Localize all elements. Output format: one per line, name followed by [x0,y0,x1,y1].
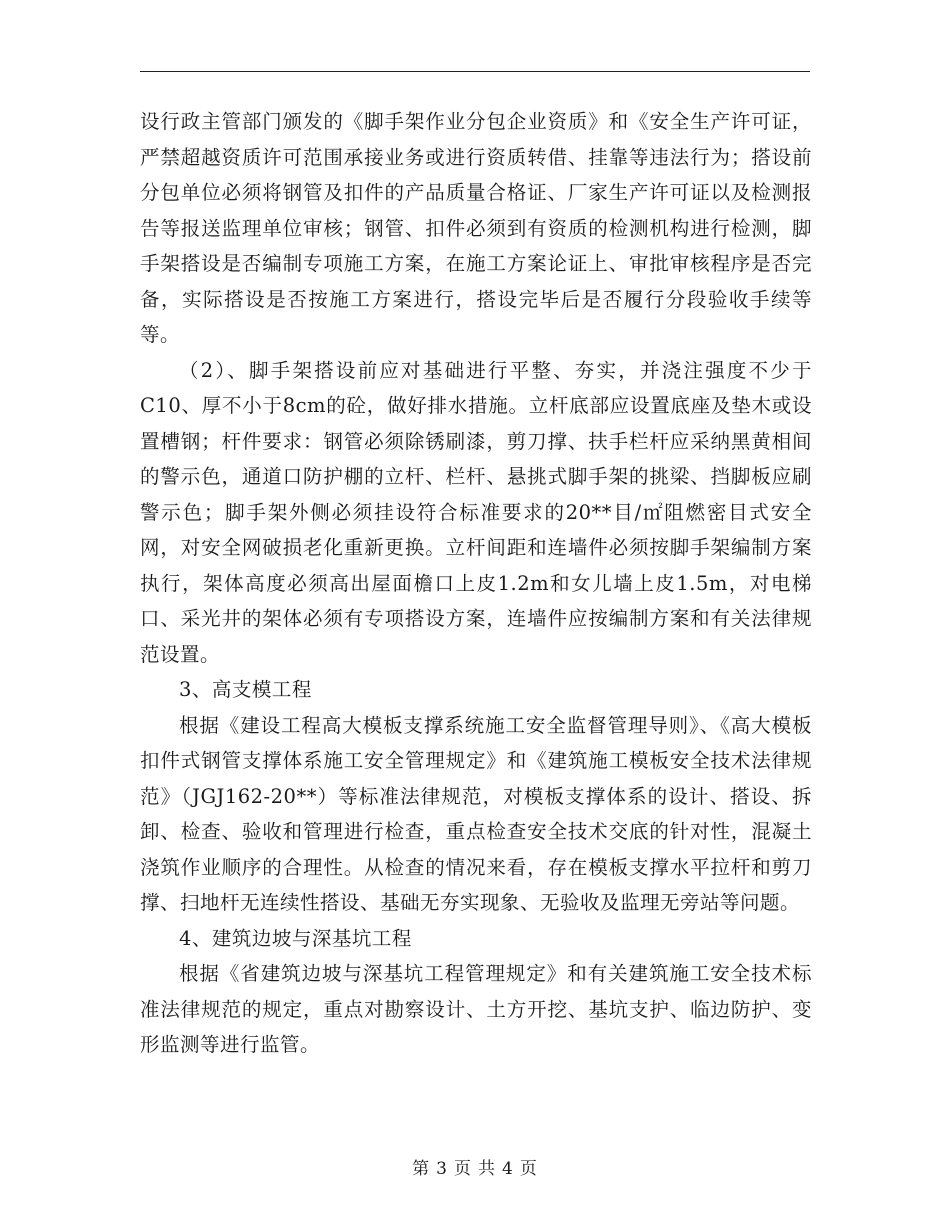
paragraph-high-formwork: 根据《建设工程高大模板支撑系统施工安全监督管理导则》、《高大模板扣件式钢管支撑体系施工安全管理规定》和《建筑施工模板安全技术法律规范》（JGJ162-20**）等标准法律规范，对模板支撑体系的设计、搭设、拆卸、检查、验收和管理进行检查，重点检查安全技术交底的针对性，混凝土浇筑作业顺序的合理性。从检查的情况来看，存在模板支撑水平拉杆和剪刀撑、扫地杆无连续性搭设、基础无夯实现象、无验收及监理无旁站等问题。 [140,713,812,914]
footer-current-page: 3 [436,1159,448,1179]
footer-total-pages: 4 [502,1159,514,1179]
footer-prefix: 第 [412,1159,431,1179]
paragraph-scaffold-foundation: （2）、脚手架搭设前应对基础进行平整、夯实，并浇注强度不少于C10、厚不小于8cm的砼，做好排水措施。立杆底部应设置底座及垫木或设置槽钢；杆件要求：钢管必须除锈刷漆，剪刀撑、扶手栏杆应采纳黑黄相间的警示色，通道口防护棚的立杆、栏杆、悬挑式脚手架的挑梁、挡脚板应刷警示色；脚手架外侧必须挂设符合标准要求的20**目/㎡阻燃密目式安全网，对安全网破损老化重新更换。立杆间距和连墙件必须按脚手架编制方案执行，架体高度必须高出屋面檐口上皮1.2m和女儿墙上皮1.5m，对电梯口、采光井的架体必须有专项搭设方案，连墙件应按编制方案和有关法律规范设置。 [140,358,812,666]
paragraph-continuation: 设行政主管部门颁发的《脚手架作业分包企业资质》和《安全生产许可证，严禁超越资质许可范围承接业务或进行资质转借、挂靠等违法行为；搭设前分包单位必须将钢管及扣件的产品质量合格证、厂家生产许可证以及检测报告等报送监理单位审核；钢管、扣件必须到有资质的检测机构进行检测，脚手架搭设是否编制专项施工方案，在施工方案论证上、审批审核程序是否完备，实际搭设是否按施工方案进行，搭设完毕后是否履行分段验收手续等等。 [140,110,812,346]
footer-page-word: 页 [454,1159,472,1179]
page-number-footer [0,1154,950,1179]
section-heading-slope-pit: 4、建筑边坡与深基坑工程 [179,926,412,950]
header-rule [140,71,810,72]
section-heading-high-formwork: 3、高支模工程 [179,678,312,701]
footer-total-word: 共 [478,1159,496,1179]
paragraph-slope-pit: 根据《省建筑边坡与深基坑工程管理规定》和有关建筑施工安全技术标准法律规范的规定，重点对勘察设计、土方开挖、基坑支护、临边防护、变形监测等进行监管。 [140,962,812,1056]
footer-suffix: 页 [519,1159,538,1179]
document-body [140,104,812,1063]
